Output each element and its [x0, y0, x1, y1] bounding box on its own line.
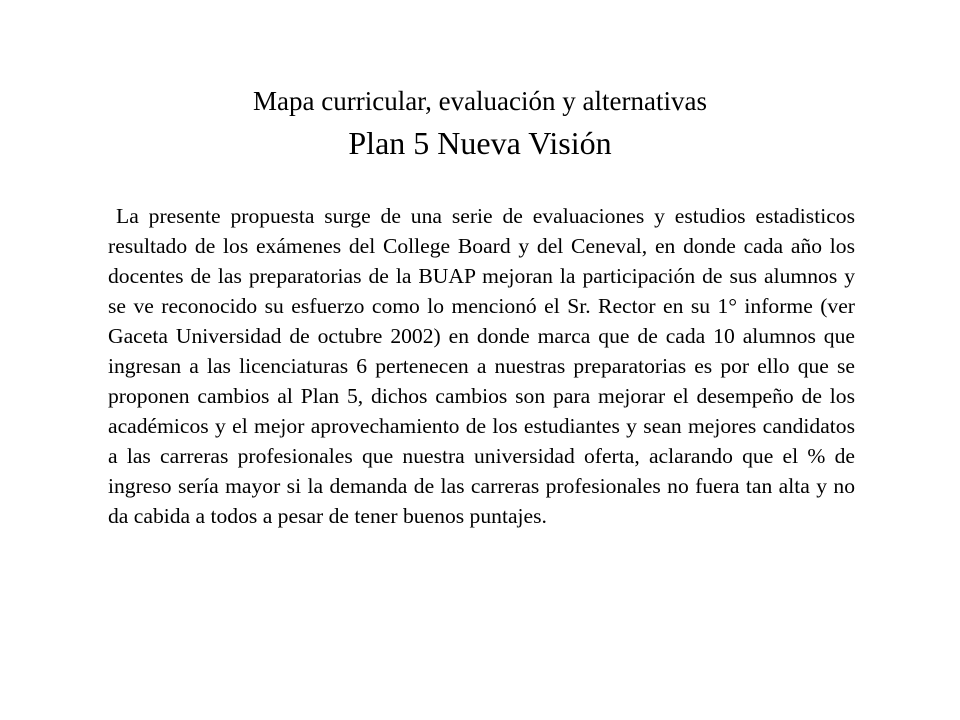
- slide-subtitle: Plan 5 Nueva Visión: [348, 125, 612, 161]
- body-paragraph: La presente propuesta surge de una serie de evaluaciones y estudios estadisticos resultado de los exámenes del College Board y del Ceneval, en donde cada año los docentes de las preparatorias de la BUAP mejoran la participación de sus alumnos y se ve reconocido su esfuerzo como lo mencionó el Sr. Rector en su 1° informe (ver Gaceta Universidad de octubre 2002) en donde marca que de cada 10 alumnos que ingresan a las licenciaturas 6 pertenecen a nuestras preparatorias es por ello que se proponen cambios al Plan 5, dichos cambios son para mejorar el desempeño de los académicos y el mejor aprovechamiento de los estudiantes y sean mejores candidatos a las carreras profesionales que nuestra universidad oferta, aclarando que el % de ingreso sería mayor si la demanda de las carreras profesionales no fuera tan alta y no da cabida a todos a pesar de tener buenos puntajes.: [108, 204, 855, 528]
- slide-title: Mapa curricular, evaluación y alternativas: [253, 86, 707, 116]
